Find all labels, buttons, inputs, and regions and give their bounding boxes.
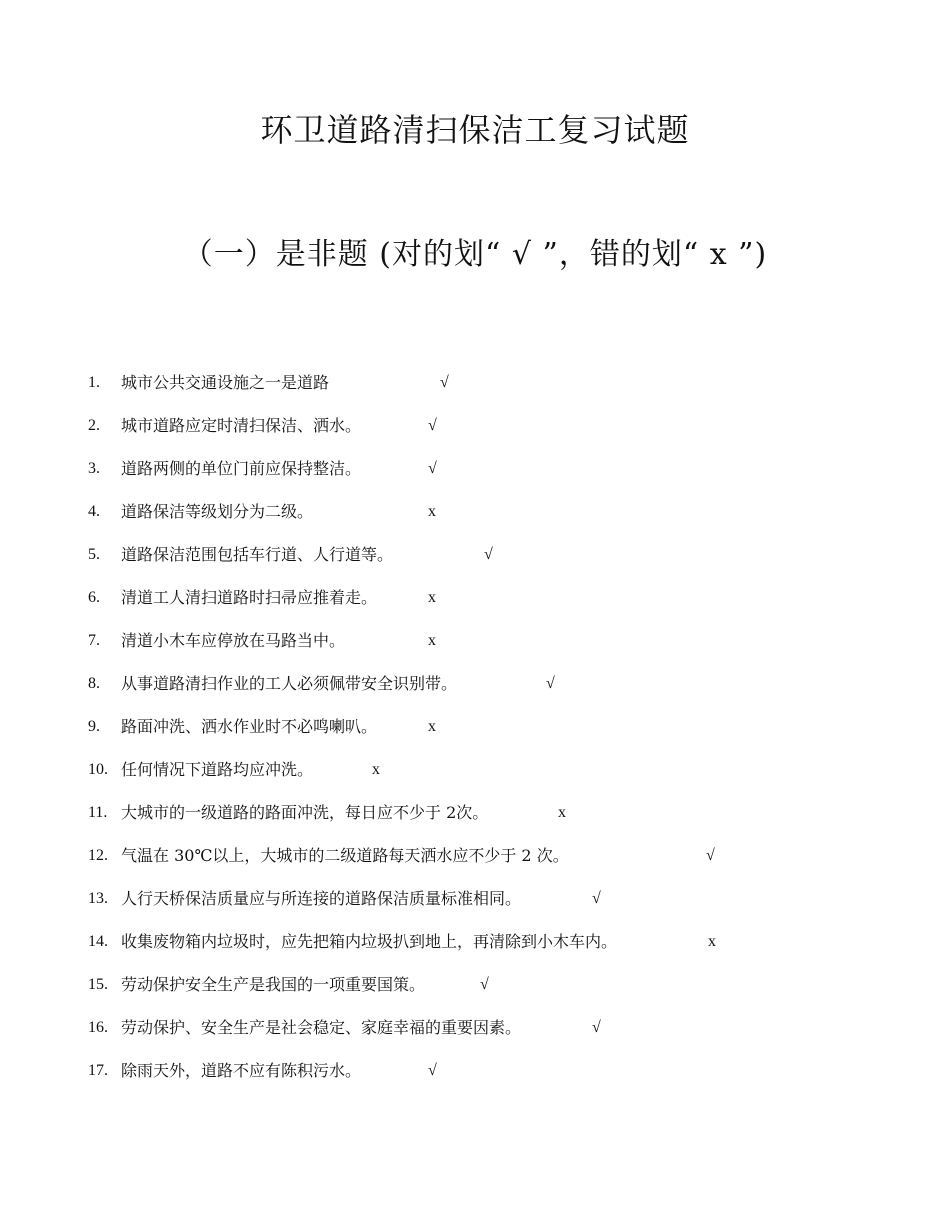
question-item xyxy=(88,456,888,499)
question-item xyxy=(88,843,888,886)
answer-mark: √ xyxy=(428,417,437,434)
question-item xyxy=(88,1058,888,1101)
question-number: 16. xyxy=(88,1019,108,1036)
question-item xyxy=(88,585,888,628)
question-item xyxy=(88,757,888,800)
question-item xyxy=(88,413,888,456)
question-number: 12. xyxy=(88,847,108,864)
question-text: 收集废物箱内垃圾时，应先把箱内垃圾扒到地上，再清除到小木车内。 xyxy=(121,932,618,951)
answer-mark: √ xyxy=(480,976,489,993)
answer-mark: √ xyxy=(592,1019,601,1036)
question-item xyxy=(88,1015,888,1058)
question-text: 人行天桥保洁质量应与所连接的道路保洁质量标准相同。 xyxy=(121,889,522,908)
question-number: 7. xyxy=(88,632,100,649)
answer-mark: √ xyxy=(592,890,601,907)
question-text: 道路保洁等级划分为二级。 xyxy=(121,502,314,521)
answer-mark: x xyxy=(428,718,436,735)
question-item xyxy=(88,714,888,757)
question-text: 大城市的一级道路的路面冲洗，每日应不少于 2次。 xyxy=(121,803,489,822)
answer-mark: x xyxy=(708,933,716,950)
answer-mark: x xyxy=(428,589,436,606)
question-number: 9. xyxy=(88,718,100,735)
question-text: 任何情况下道路均应冲洗。 xyxy=(121,760,314,779)
question-number: 8. xyxy=(88,675,100,692)
answer-mark: √ xyxy=(706,847,715,864)
question-number: 15. xyxy=(88,976,108,993)
answer-mark: √ xyxy=(546,675,555,692)
question-item xyxy=(88,628,888,671)
question-number: 17. xyxy=(88,1062,108,1079)
document-title: 环卫道路清扫保洁工复习试题 xyxy=(260,111,690,149)
question-text: 城市公共交通设施之一是道路 xyxy=(121,373,330,392)
question-text: 路面冲洗、洒水作业时不必鸣喇叭。 xyxy=(121,717,378,736)
answer-mark: x xyxy=(372,761,380,778)
question-item xyxy=(88,370,888,413)
question-item xyxy=(88,542,888,585)
question-text: 道路两侧的单位门前应保持整洁。 xyxy=(121,459,362,478)
answer-mark: √ xyxy=(428,1062,437,1079)
question-item xyxy=(88,886,888,929)
answer-mark: x xyxy=(428,632,436,649)
question-text: 劳动保护安全生产是我国的一项重要国策。 xyxy=(121,975,426,994)
question-item xyxy=(88,929,888,972)
answer-mark: √ xyxy=(428,460,437,477)
question-text: 气温在 30℃以上，大城市的二级道路每天洒水应不少于 2 次。 xyxy=(121,846,569,865)
question-text: 从事道路清扫作业的工人必须佩带安全识别带。 xyxy=(121,674,458,693)
question-number: 14. xyxy=(88,933,108,950)
question-text: 城市道路应定时清扫保洁、洒水。 xyxy=(121,416,362,435)
question-number: 13. xyxy=(88,890,108,907)
question-text: 除雨天外，道路不应有陈积污水。 xyxy=(121,1061,362,1080)
answer-mark: √ xyxy=(484,546,493,563)
question-number: 5. xyxy=(88,546,100,563)
question-number: 11. xyxy=(88,804,108,821)
question-number: 2. xyxy=(88,417,100,434)
question-text: 清道工人清扫道路时扫帚应推着走。 xyxy=(121,588,378,607)
question-text: 清道小木车应停放在马路当中。 xyxy=(121,631,346,650)
answer-mark: √ xyxy=(440,374,449,391)
question-text: 劳动保护、安全生产是社会稳定、家庭幸福的重要因素。 xyxy=(121,1018,522,1037)
question-number: 1. xyxy=(88,374,100,391)
question-list xyxy=(88,370,888,1101)
question-item xyxy=(88,800,888,843)
question-item xyxy=(88,671,888,714)
answer-mark: x xyxy=(558,804,566,821)
question-number: 4. xyxy=(88,503,100,520)
answer-mark: x xyxy=(428,503,436,520)
question-number: 3. xyxy=(88,460,100,477)
question-number: 6. xyxy=(88,589,100,606)
section-heading: （一）是非题 (对的划“ √ ”，错的划“ x ”) xyxy=(182,237,768,272)
question-item xyxy=(88,972,888,1015)
question-text: 道路保洁范围包括车行道、人行道等。 xyxy=(121,545,394,564)
question-item xyxy=(88,499,888,542)
question-number: 10. xyxy=(88,761,108,778)
